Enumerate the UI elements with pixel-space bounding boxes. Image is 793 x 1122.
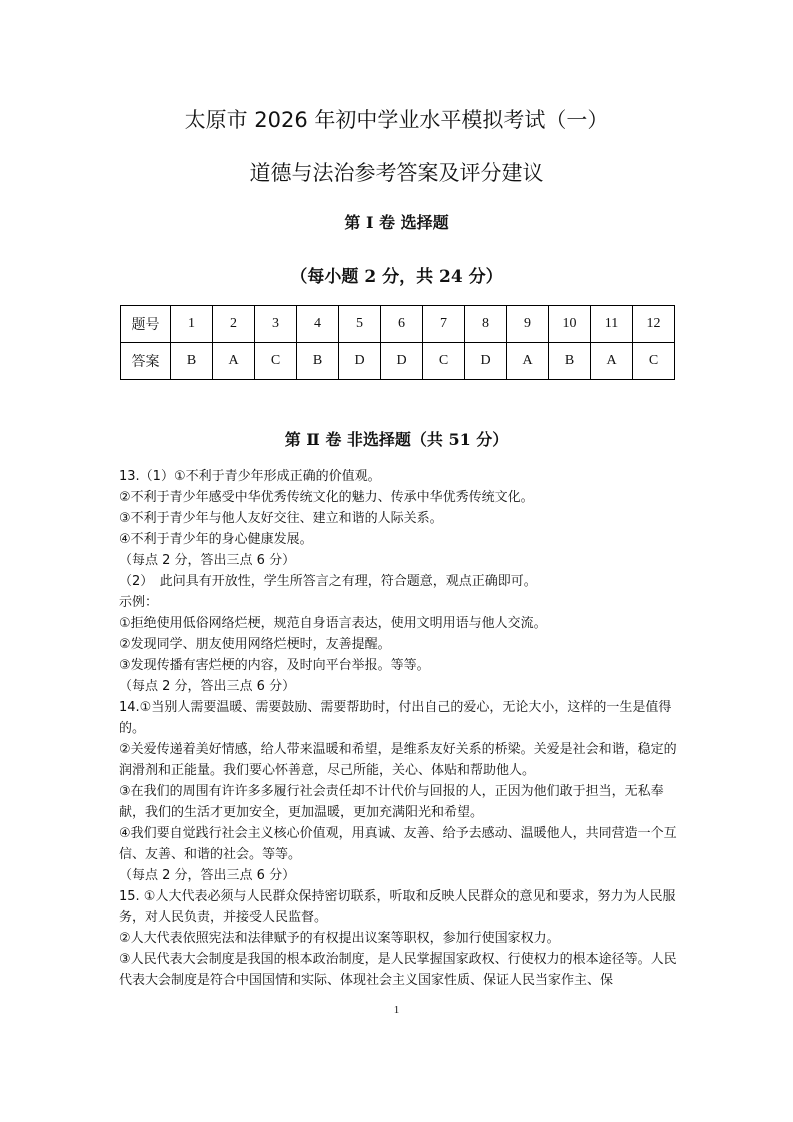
answer-cell: C — [633, 343, 675, 380]
answer-cell: C — [255, 343, 297, 380]
answer-cell: B — [549, 343, 591, 380]
answer-cell: D — [465, 343, 507, 380]
q14-line: ④我们要自觉践行社会主义核心价值观，用真诚、友善、给予去感动、温暖他人，共同营造一个互信、友善、和谐的社会。等等。 — [119, 826, 677, 862]
q13-line: ③不利于青少年与他人友好交往、建立和谐的人际关系。 — [119, 511, 443, 526]
section-2-title: 第 Ⅱ 卷 非选择题（共 51 分） — [284, 430, 509, 449]
q15-line: ③人民代表大会制度是我国的根本政治制度，是人民掌握国家政权、行使权力的根本途径等。人民代表大会制度是符合中国国情和实际、体现社会主义国家性质、保证人民当家作主、保 — [119, 952, 677, 988]
question-number-row — [121, 306, 675, 343]
answer-cell: B — [297, 343, 339, 380]
q15-line: 15. ①人大代表必须与人民群众保持密切联系，听取和反映人民群众的意见和要求，努力为人民服务，对人民负责，并接受人民监督。 — [119, 889, 676, 925]
question-number: 11 — [591, 306, 633, 343]
q13-line: ②发现同学、朋友使用网络烂梗时，友善提醒。 — [119, 637, 391, 652]
q13-line: 13.（1）①不利于青少年形成正确的价值观。 — [119, 469, 381, 484]
question-number: 4 — [297, 306, 339, 343]
answer-row — [121, 343, 675, 380]
q14-line: ③在我们的周围有许许多多履行社会责任却不计代价与回报的人，正因为他们敢于担当，无私奉献，我们的生活才更加安全，更加温暖，更加充满阳光和希望。 — [119, 784, 664, 820]
q13-line: ①拒绝使用低俗网络烂梗，规范自身语言表达，使用文明用语与他人交流。 — [119, 616, 547, 631]
answer-cell: D — [339, 343, 381, 380]
q15-line: ②人大代表依照宪法和法律赋予的有权提出议案等职权，参加行使国家权力。 — [119, 931, 560, 946]
question-number: 5 — [339, 306, 381, 343]
row-label-question: 题号 — [121, 306, 171, 343]
answer-cell: B — [171, 343, 213, 380]
scoring-note: （每点 2 分，答出三点 6 分） — [119, 553, 296, 568]
section-1-note: （每小题 2 分，共 24 分） — [290, 267, 503, 287]
q13-line: （2） 此问具有开放性，学生所答言之有理，符合题意，观点正确即可。 — [119, 574, 537, 589]
question-number: 3 — [255, 306, 297, 343]
q14-line: 14.①当别人需要温暖、需要鼓励、需要帮助时，付出自己的爱心，无论大小，这样的一生是值得的。 — [119, 700, 672, 736]
scoring-note: （每点 2 分，答出三点 6 分） — [119, 679, 296, 694]
question-number: 10 — [549, 306, 591, 343]
q13-line: ④不利于青少年的身心健康发展。 — [119, 532, 313, 547]
answer-cell: D — [381, 343, 423, 380]
q13-line: ③发现传播有害烂梗的内容，及时向平台举报。等等。 — [119, 658, 430, 673]
q14-line: ②关爱传递着美好情感，给人带来温暖和希望，是维系友好关系的桥梁。关爱是社会和谐，稳定的润滑剂和正能量。我们要心怀善意，尽己所能，关心、体贴和帮助他人。 — [119, 742, 677, 778]
row-label-answer: 答案 — [121, 343, 171, 380]
answer-table — [120, 305, 675, 380]
question-number: 12 — [633, 306, 675, 343]
q13-line: ②不利于青少年感受中华优秀传统文化的魅力、传承中华优秀传统文化。 — [119, 490, 534, 505]
answer-cell: A — [591, 343, 633, 380]
answer-body — [119, 466, 679, 991]
question-number: 7 — [423, 306, 465, 343]
question-number: 9 — [507, 306, 549, 343]
q13-line: 示例： — [119, 595, 159, 610]
answer-cell: A — [213, 343, 255, 380]
question-number: 8 — [465, 306, 507, 343]
question-number: 6 — [381, 306, 423, 343]
question-number: 2 — [213, 306, 255, 343]
answer-cell: A — [507, 343, 549, 380]
page-number: 1 — [393, 1004, 400, 1016]
answer-cell: C — [423, 343, 465, 380]
scoring-note: （每点 2 分，答出三点 6 分） — [119, 868, 296, 883]
section-1-title: 第 Ⅰ 卷 选择题 — [344, 213, 449, 232]
exam-title: 太原市 2026 年初中学业水平模拟考试（一） — [184, 108, 609, 132]
document-subtitle: 道德与法治参考答案及评分建议 — [249, 161, 544, 185]
question-number: 1 — [171, 306, 213, 343]
